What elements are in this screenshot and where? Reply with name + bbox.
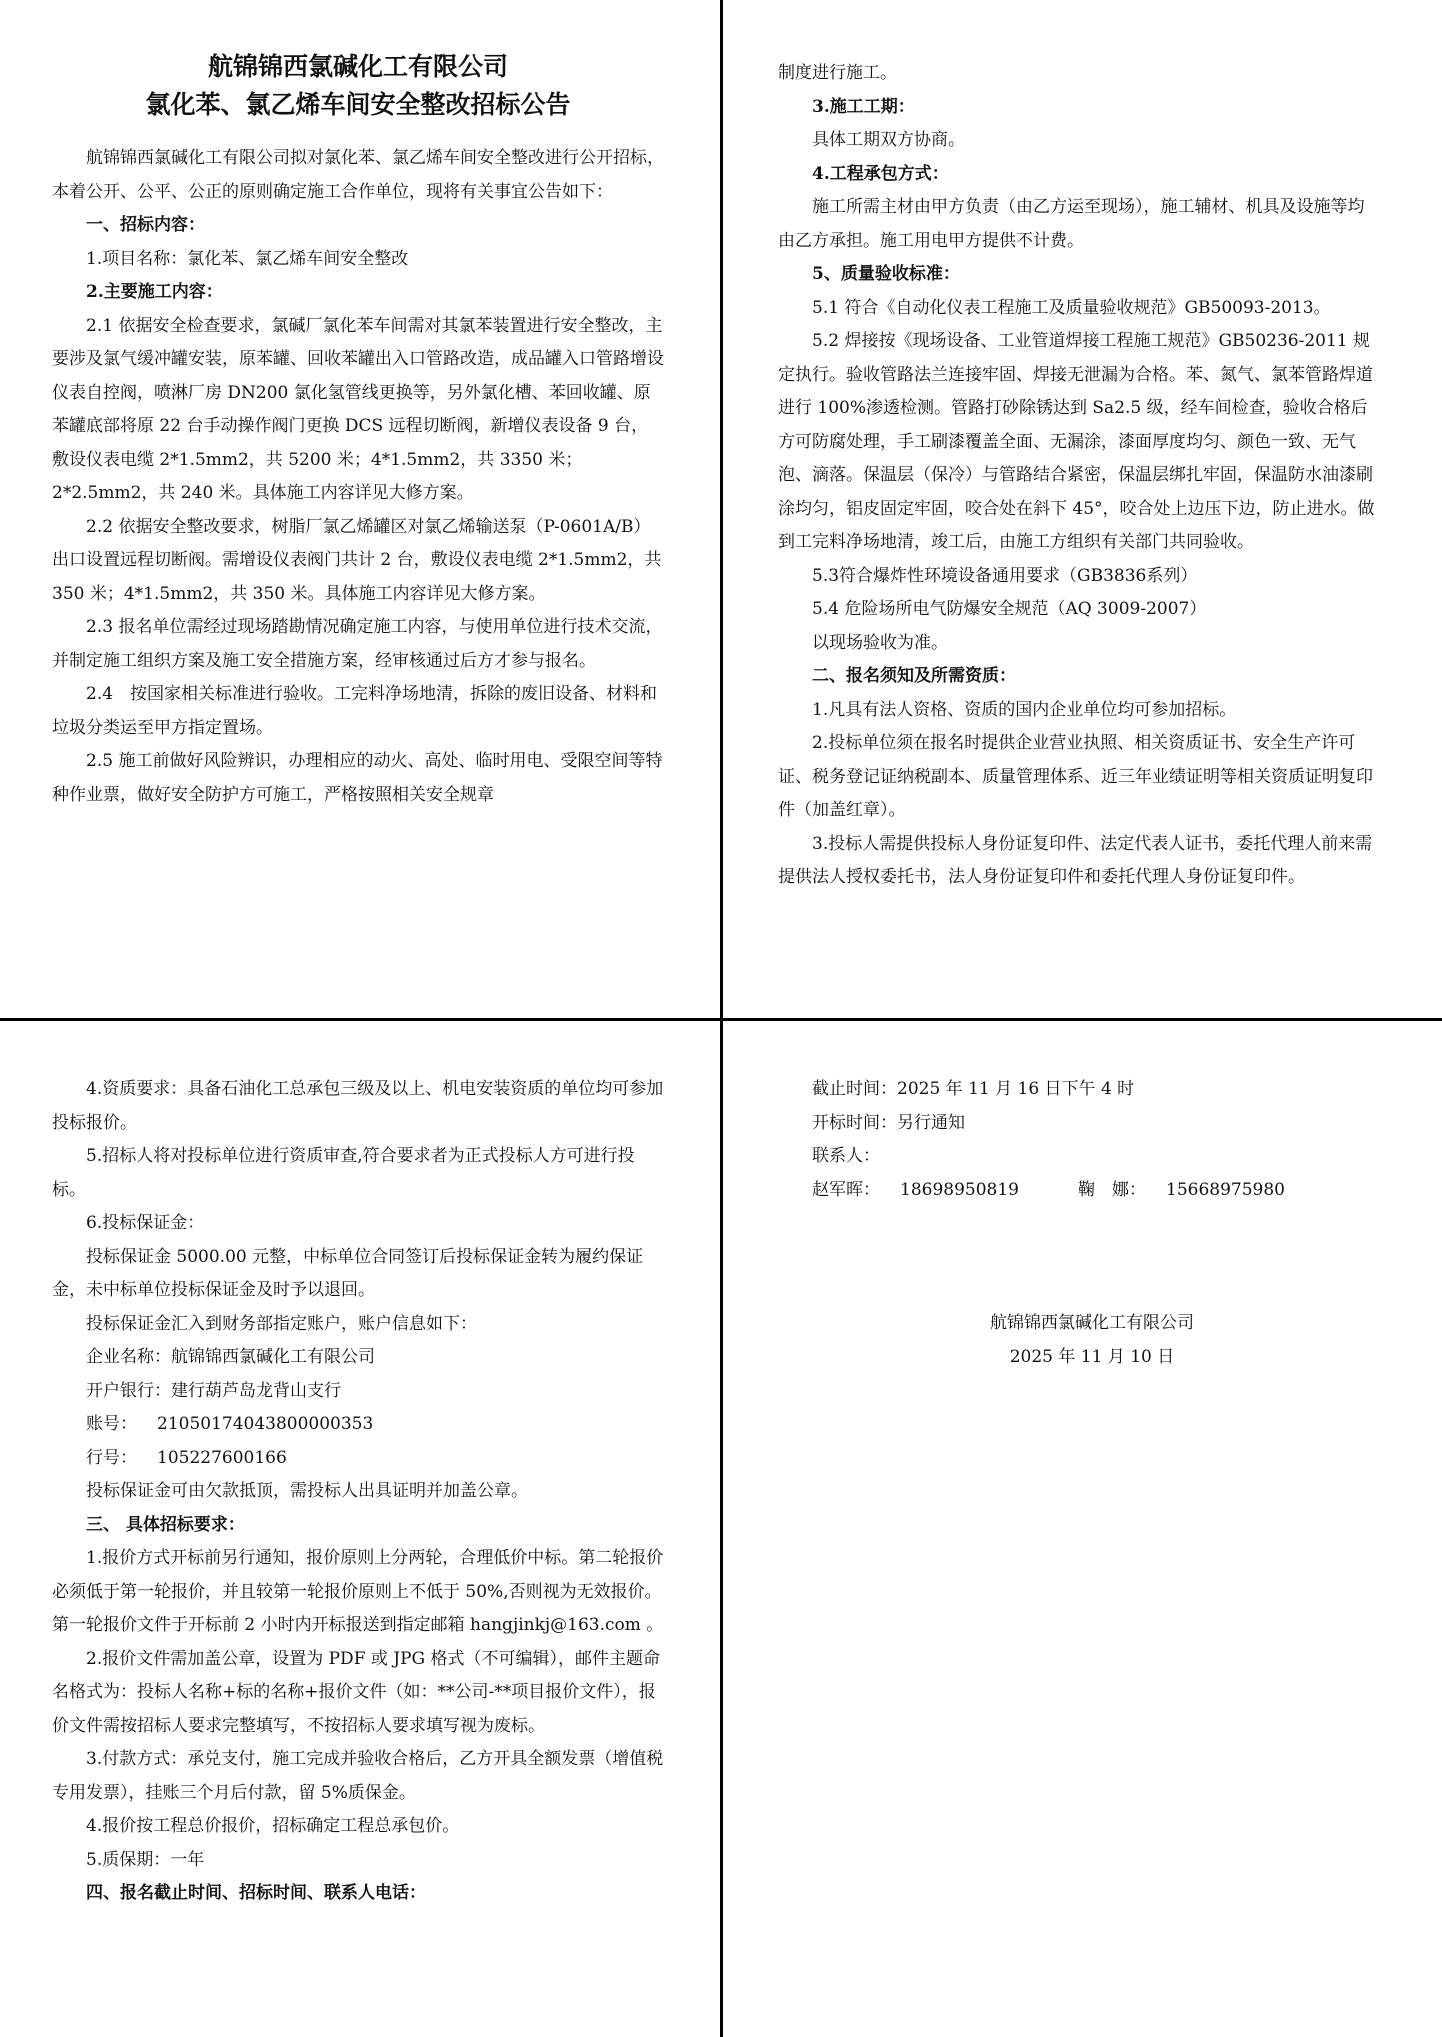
paragraph-5-5: 以现场验收为准。 — [812, 632, 948, 653]
project-name: 1.项目名称：氯化苯、氯乙烯车间安全整改 — [86, 248, 409, 269]
deposit-heading: 6.投标保证金： — [86, 1213, 205, 1233]
opening-line: 开标时间：另行通知 — [812, 1112, 965, 1133]
section4-heading: 四、报名截止时间、招标时间、联系人电话： — [86, 1883, 426, 1903]
bank-number: 105227600166 — [157, 1447, 287, 1468]
requirement-5: 5.招标人将对投标单位进行资质审查,符合要求者为正式投标人方可进行投标。 — [52, 1146, 635, 1200]
paragraph-2-1: 2.1 依据安全检查要求，氯碱厂氯化苯车间需对其氯苯装置进行安全整改，主要涉及氯气缓冲罐安装，原苯罐、回收苯罐出入口管路改造，成品罐入口管路增设仪表自控阀，喷淋厂房 DN200 氯化氢管线更换等，另外氯化槽、苯回收罐、原苯罐底部将原 22 台手动操作阀门更换 DCS 远程切断阀，新增仪表设备 9 台，敷设仪表电缆 2*1.5mm2，共 5200 米；4*1.5mm2，共 3350 米；2*2.5mm2，共 240 米。具体施工内容详见大修方案。 — [52, 315, 664, 503]
contact-label: 联系人： — [812, 1146, 880, 1166]
account-label: 账号： — [86, 1414, 137, 1434]
contact2-name: 鞠 娜： — [1078, 1179, 1146, 1200]
contract-method-heading: 4.工程承包方式： — [812, 163, 949, 184]
account-line — [52, 1408, 664, 1442]
document-title — [52, 48, 664, 124]
deposit-paragraph-b: 投标保证金汇入到财务部指定账户，账户信息如下： — [86, 1313, 477, 1334]
contact2-phone: 15668975980 — [1166, 1179, 1285, 1200]
bank-number-label: 行号： — [86, 1447, 137, 1468]
signature-date: 2025 年 11 月 10 日 — [1009, 1346, 1175, 1367]
bid-requirement-4: 4.报价按工程总价报价，招标确定工程总承包价。 — [86, 1816, 460, 1836]
paragraph-2-3: 2.3 报名单位需经过现场踏勘情况确定施工内容，与使用单位进行技术交流，并制定施工组织方案及施工安全措施方案，经审核通过后方才参与报名。 — [52, 617, 663, 671]
contact1-name: 赵军晖： — [812, 1179, 880, 1200]
paragraph-5-3: 5.3符合爆炸性环境设备通用要求（GB3836系列） — [812, 565, 1198, 586]
section1-heading: 一、招标内容： — [86, 215, 205, 235]
title-line1: 航锦锦西氯碱化工有限公司 — [207, 52, 508, 81]
deadline-line: 截止时间：2025 年 11 月 16 日下午 4 时 — [812, 1079, 1135, 1099]
page-bottom-left — [52, 1073, 664, 1911]
section2-heading: 二、报名须知及所需资质： — [812, 666, 1016, 686]
contract-method-text: 施工所需主材由甲方负责（由乙方运至现场），施工辅材、机具及设施等均由乙方承担。施工用电甲方提供不计费。 — [778, 197, 1365, 251]
bank-number-line — [52, 1442, 664, 1476]
intro-paragraph: 航锦锦西氯碱化工有限公司拟对氯化苯、氯乙烯车间安全整改进行公开招标，本着公开、公平、公正的原则确定施工合作单位，现将有关事宜公告如下： — [52, 148, 664, 202]
bid-requirement-2: 2.报价文件需加盖公章，设置为 PDF 或 JPG 格式（不可编辑），邮件主题命名格式为：投标人名称+标的名称+报价文件（如：**公司-**项目报价文件），报价文件需按招标人要求完整填写，不按招标人要求填写视为废标。 — [52, 1648, 661, 1736]
paragraph-2-5-continued: 制度进行施工。 — [778, 63, 897, 83]
deposit-paragraph-a: 投标保证金 5000.00 元整，中标单位合同签订后投标保证金转为履约保证金，未中标单位投标保证金及时予以退回。 — [52, 1246, 644, 1300]
bid-requirement-3: 3.付款方式：承兑支付，施工完成并验收合格后，乙方开具全额发票（增值税专用发票），挂账三个月后付款，留 5%质保金。 — [52, 1749, 664, 1803]
signature-company: 航锦锦西氯碱化工有限公司 — [990, 1313, 1194, 1333]
paragraph-5-2: 5.2 焊接按《现场设备、工业管道焊接工程施工规范》GB50236-2011 规定执行。验收管路法兰连接牢固、焊接无泄漏为合格。苯、氮气、氯苯管路焊道进行 100%渗透检测。管路打砂除锈达到 Sa2.5 级，经车间检查，验收合格后方可防腐处理，手工刷漆覆盖全面、无漏涂，漆面厚度均匀、颜色一致、无气泡、滴落。保温层（保冷）与管路结合紧密，保温层绑扎牢固，保温防水油漆刷涂均匀，铝皮固定牢固，咬合处在斜下 45°，咬合处上边压下边，防止进水。做到工完料净场地清，竣工后，由施工方组织有关部门共同验收。 — [778, 331, 1375, 552]
requirement-3: 3.投标人需提供投标人身份证复印件、法定代表人证书，委托代理人前来需提供法人授权委托书，法人身份证复印件和委托代理人身份证复印件。 — [778, 833, 1373, 887]
construction-period-text: 具体工期双方协商。 — [812, 130, 965, 150]
contacts-line — [812, 1174, 1392, 1208]
title-line2: 氯化苯、氯乙烯车间安全整改招标公告 — [145, 90, 571, 119]
paragraph-2-5: 2.5 施工前做好风险辨识，办理相应的动火、高处、临时用电、受限空间等特种作业票，做好安全防护方可施工，严格按照相关安全规章 — [52, 751, 663, 805]
paragraph-5-1: 5.1 符合《自动化仪表工程施工及质量验收规范》GB50093-2013。 — [812, 297, 1331, 318]
company-name-line: 企业名称：航锦锦西氯碱化工有限公司 — [86, 1347, 375, 1367]
horizontal-divider — [0, 1018, 1442, 1021]
requirement-4: 4.资质要求：具备石油化工总承包三级及以上、机电安装资质的单位均可参加投标报价。 — [52, 1079, 664, 1133]
section3-heading: 三、 具体招标要求： — [86, 1514, 245, 1535]
contact1-phone: 18698950819 — [900, 1179, 1019, 1200]
account-number: 21050174043800000353 — [157, 1414, 374, 1434]
paragraph-2-4: 2.4 按国家相关标准进行验收。工完料净场地清，拆除的废旧设备、材料和垃圾分类运至甲方指定置场。 — [52, 684, 658, 738]
paragraph-2-2: 2.2 依据安全整改要求，树脂厂氯乙烯罐区对氯乙烯输送泵（P-0601A/B）出口设置远程切断阀。需增设仪表阀门共计 2 台，敷设仪表电缆 2*1.5mm2，共 350 米；4*1.5mm2，共 350 米。具体施工内容详见大修方案。 — [52, 516, 662, 604]
bank-line: 开户银行：建行葫芦岛龙背山支行 — [86, 1380, 341, 1401]
bid-requirement-1: 1.报价方式开标前另行通知，报价原则上分两轮，合理低价中标。第二轮报价必须低于第一轮报价，并且较第一轮报价原则上不低于 50%,否则视为无效报价。第一轮报价文件于开标前 2 小时内开标报送到指定邮箱 hangjinkj@163.com 。 — [52, 1548, 664, 1635]
requirement-2: 2.投标单位须在报名时提供企业营业执照、相关资质证书、安全生产许可证、税务登记证纳税副本、质量管理体系、近三年业绩证明等相关资质证明复印件（加盖红章）。 — [778, 733, 1373, 820]
page-bottom-right — [812, 1073, 1392, 1374]
page-top-right — [778, 57, 1378, 895]
main-content-heading: 2.主要施工内容： — [86, 282, 223, 302]
page-top-left — [52, 48, 664, 812]
requirement-1: 1.凡具有法人资格、资质的国内企业单位均可参加招标。 — [812, 699, 1237, 720]
bid-requirement-5: 5.质保期：一年 — [86, 1849, 205, 1870]
construction-period-heading: 3.施工工期： — [812, 96, 915, 117]
paragraph-5-4: 5.4 危险场所电气防爆安全规范（AQ 3009-2007） — [812, 599, 1207, 619]
quality-standard-heading: 5、质量验收标准： — [812, 264, 960, 284]
deposit-paragraph-c: 投标保证金可由欠款抵顶，需投标人出具证明并加盖公章。 — [86, 1481, 528, 1501]
